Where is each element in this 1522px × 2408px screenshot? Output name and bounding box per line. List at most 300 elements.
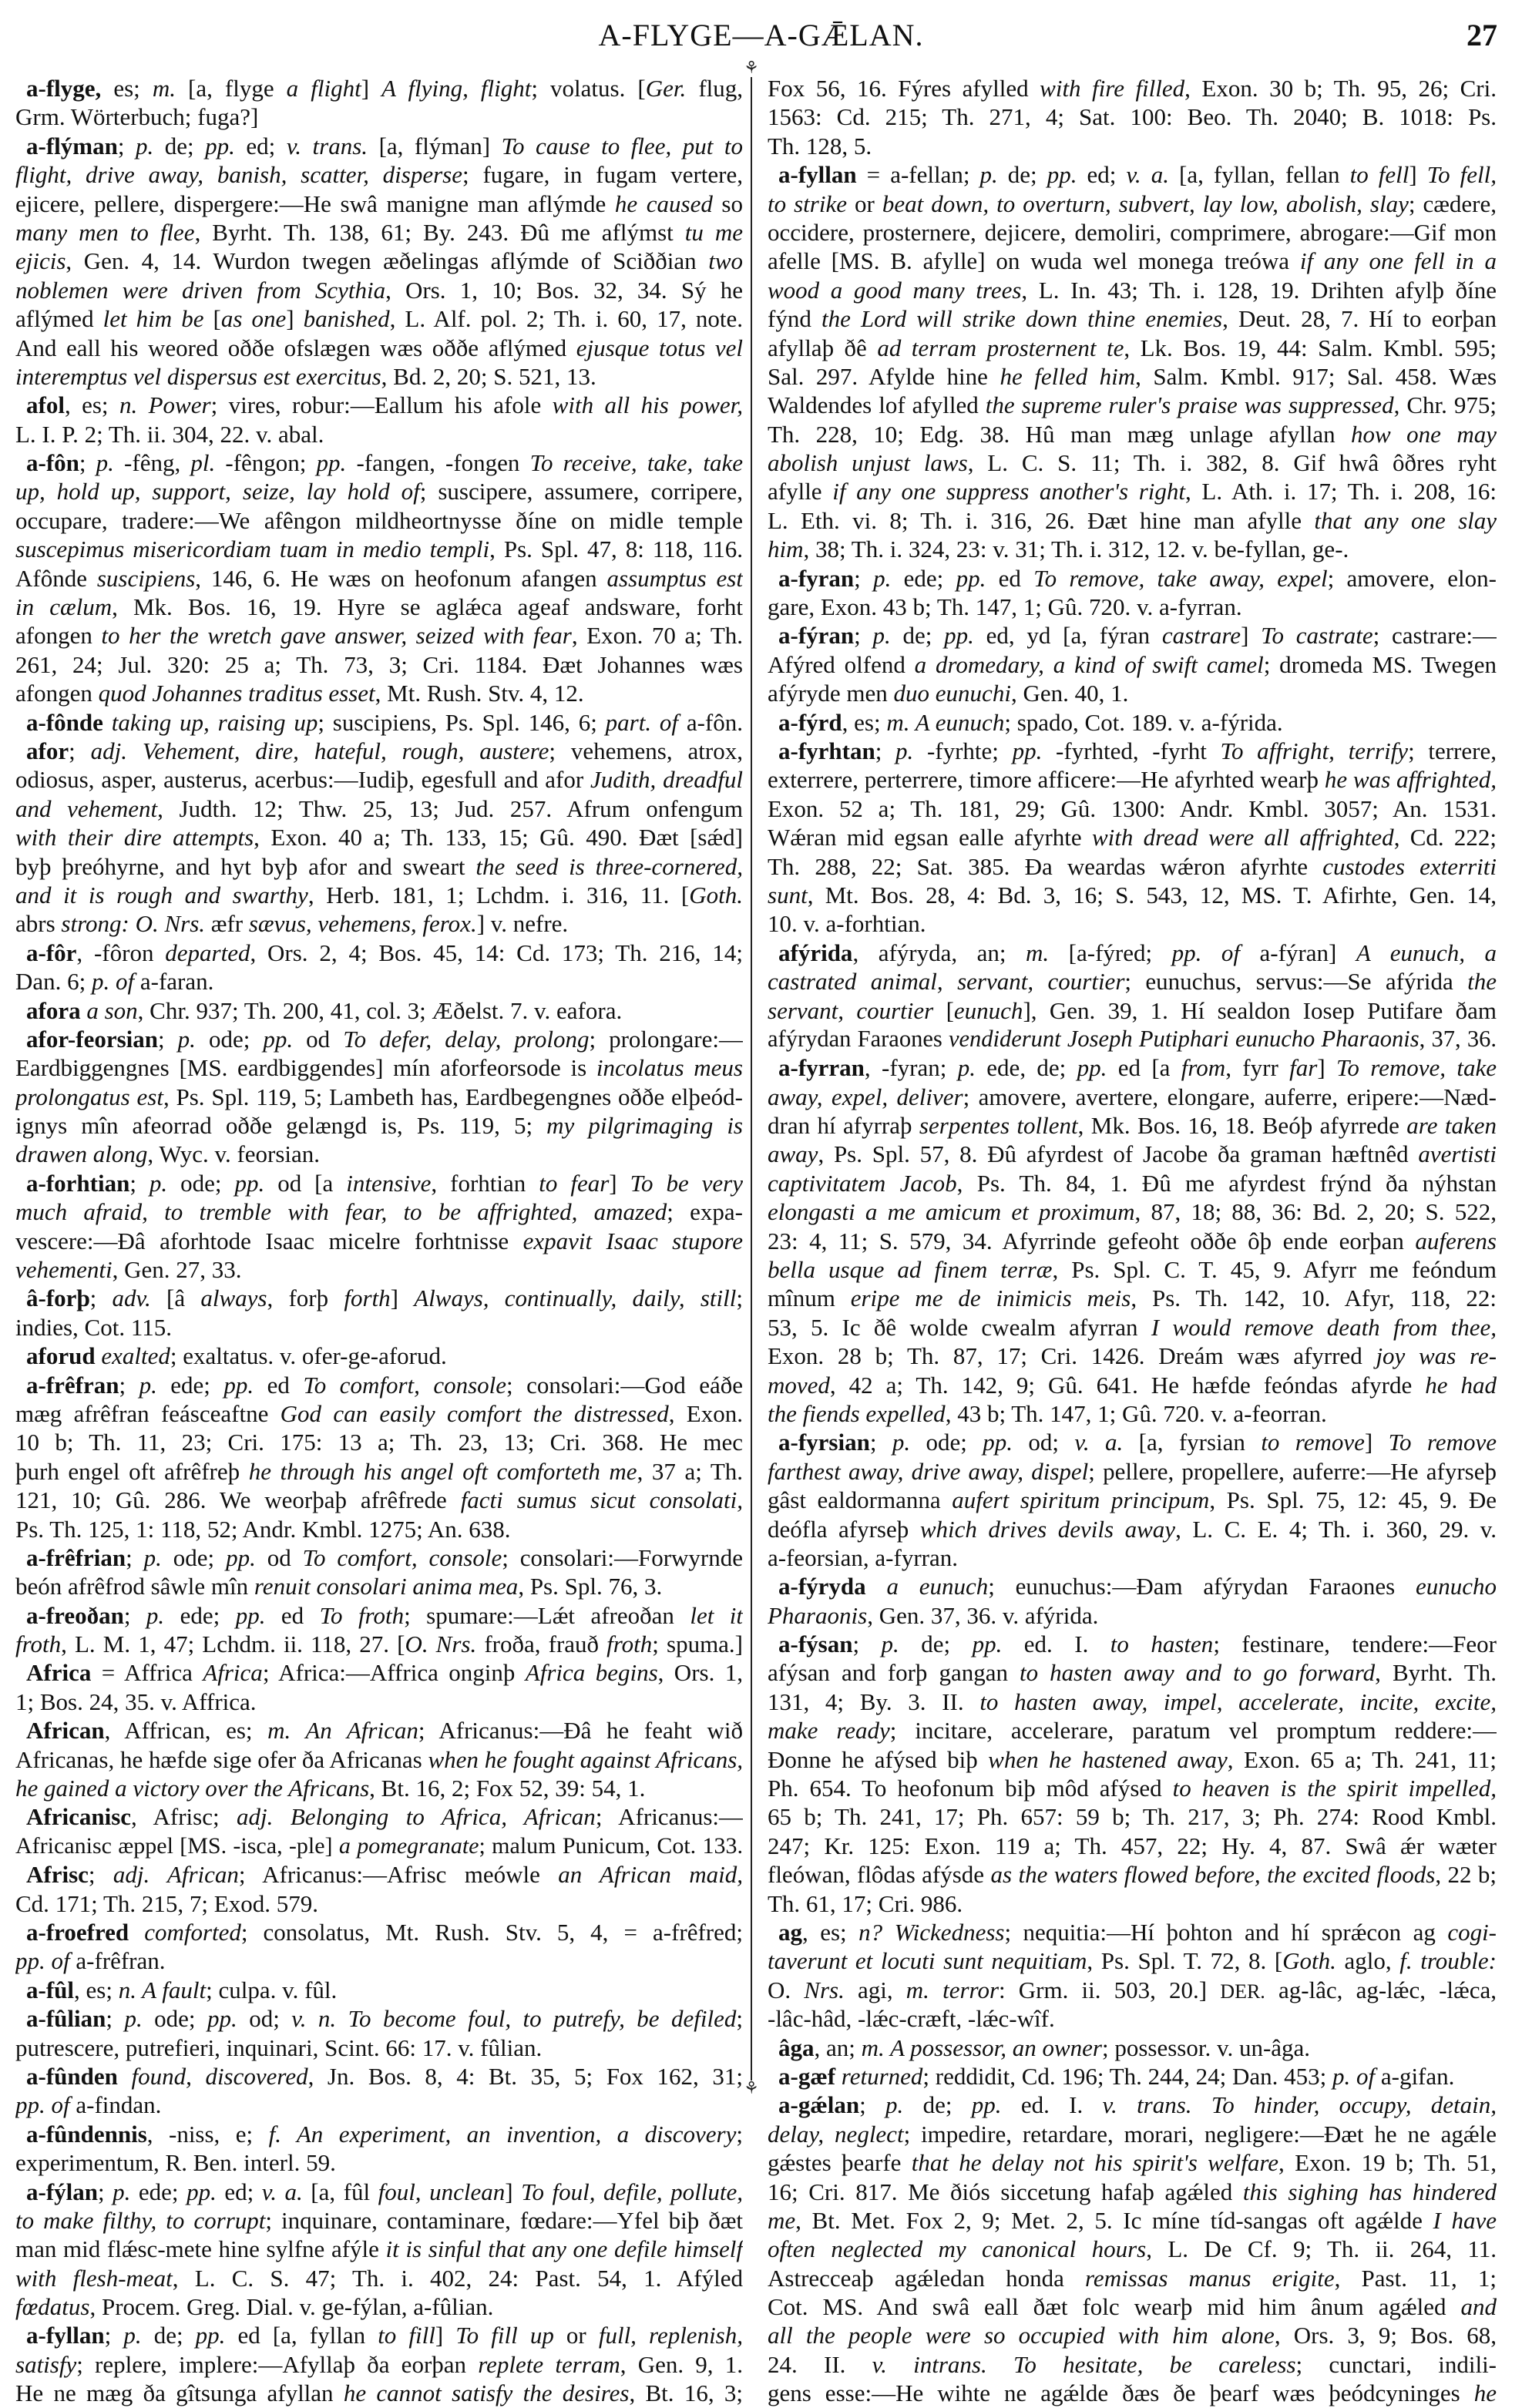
body-text: , es; xyxy=(74,1976,119,2003)
text-line xyxy=(15,852,743,881)
body-text: , 43 b; Th. 147, 1; Gû. 720. v. a-feorran. xyxy=(945,1399,1327,1427)
italic-text: n. Power xyxy=(119,391,211,419)
text-line xyxy=(768,1572,1497,1600)
body-text: , Mt. Bos. 28, 4: Bd. 3, 16; S. 543, 12, MS. T. Afirhte, Gen. 14, xyxy=(807,881,1497,908)
italic-text: pp. xyxy=(1047,161,1077,189)
body-text: ; spado, Cot. 189. v. a-fýrida. xyxy=(1004,708,1283,736)
text-line xyxy=(15,1515,743,1543)
headword: afor-feorsian xyxy=(26,1025,159,1053)
italic-text: pp. xyxy=(205,132,235,160)
headword: African xyxy=(26,1717,105,1745)
italic-text: m. A possessor, an owner xyxy=(861,2034,1102,2061)
body-text xyxy=(118,2063,132,2090)
text-line xyxy=(15,1745,743,1774)
text-line xyxy=(768,852,1497,881)
headword: a-flyge, xyxy=(26,75,114,102)
headword: a-frêfran xyxy=(26,1371,119,1399)
left-column xyxy=(15,74,743,2408)
body-text: gǽstes þearfe xyxy=(768,2149,912,2177)
body-text: fleówan, flôdas afýsde xyxy=(768,1861,991,1889)
italic-text: p. xyxy=(113,2178,131,2205)
body-text: , Salm. Kmbl. 917; Sal. 458. Wæs xyxy=(1135,362,1497,390)
italic-text: froth xyxy=(606,1631,653,1658)
italic-text: make ready xyxy=(768,1717,890,1745)
body-text: , Gen. 40, 1. xyxy=(1010,680,1129,707)
text-line xyxy=(768,247,1497,275)
body-text: ag-lâc, ag-lǽc, -lǽca, xyxy=(1265,1976,1497,2003)
italic-text: pp. of xyxy=(15,1947,70,1975)
italic-text: To castrate xyxy=(1261,622,1373,650)
body-text: Astrecceaþ agǽledan honda xyxy=(768,2264,1086,2292)
text-line xyxy=(768,1255,1497,1284)
italic-text: To be very xyxy=(630,1169,743,1197)
headword: a-fyrsian xyxy=(778,1429,870,1456)
italic-text: facti sumus sicut consolati, xyxy=(460,1486,743,1514)
italic-text: v. n. To become foul, to putrefy, be defiled xyxy=(291,2005,737,2033)
body-text: , es; xyxy=(842,708,887,736)
body-text: , L. M. 1, 47; Lchdm. ii. 118, 27. [ xyxy=(61,1631,405,1658)
body-text: , Byrht. Th. 138, 61; By. 243. Ðû me aflýmst xyxy=(194,218,685,246)
text-line xyxy=(15,247,743,275)
text-line xyxy=(15,765,743,794)
text-line xyxy=(15,2321,743,2349)
body-text: , L. Ath. i. 17; Th. i. 208, 16: xyxy=(1185,478,1497,505)
text-line xyxy=(768,765,1497,794)
text-line xyxy=(15,1255,743,1284)
headword: a-fûl xyxy=(26,1976,74,2003)
body-text: ; amovere, elon- xyxy=(1327,564,1497,592)
italic-text: To receive, take, take xyxy=(529,449,743,477)
italic-text: moved xyxy=(768,1371,830,1399)
italic-text: To comfort, console xyxy=(303,1371,507,1399)
body-text: ; Africa:—Affrica onginþ xyxy=(262,1659,526,1687)
body-text: , 22 b; xyxy=(1435,1861,1497,1889)
text-line xyxy=(768,1399,1497,1428)
text-line xyxy=(768,2350,1497,2379)
text-line xyxy=(768,334,1497,362)
body-text: od xyxy=(255,1543,303,1571)
body-text: ; inquinare, contaminare, fœdare:—Yfel biþ ðæt xyxy=(265,2206,743,2234)
text-line xyxy=(15,1399,743,1428)
text-line xyxy=(768,909,1497,938)
text-line xyxy=(768,679,1497,707)
text-line xyxy=(15,2004,743,2033)
body-text: , Ps. Spl. 119, 5; Lambeth has, Eardbegengnes oððe elþeód- xyxy=(163,1083,743,1110)
body-text: ], Gen. 39, 1. Hí sealdon Iosep Putifare ðam xyxy=(1023,996,1497,1024)
text-line xyxy=(15,1889,743,1918)
italic-text: pp. xyxy=(207,2005,237,2033)
body-text: , Gen. 37, 36. v. afýrida. xyxy=(867,1601,1099,1629)
body-text: afelle [MS. B. afylle] on wuda wel monega treówa xyxy=(768,247,1300,275)
italic-text: farthest away, drive away, dispel xyxy=(768,1457,1089,1485)
body-text: , Bt. 16, 2; Fox 52, 39: 54, 1. xyxy=(369,1775,646,1802)
italic-text: To comfort, console xyxy=(302,1543,502,1571)
italic-text: with fire filled xyxy=(1040,75,1185,102)
body-text: ; vehemens, atrox, xyxy=(549,737,743,764)
italic-text: a eunuch xyxy=(886,1573,989,1600)
italic-text: that any one slay xyxy=(1314,506,1497,534)
body-text: ed xyxy=(265,1601,320,1629)
italic-text: To remove, take away, expel xyxy=(1033,564,1328,592)
italic-text: to heaven is the spirit impelled, xyxy=(1172,1775,1497,1802)
text-line xyxy=(768,1860,1497,1889)
italic-text: custodes exterriti xyxy=(1322,852,1497,880)
body-text xyxy=(866,1573,887,1600)
italic-text: v. trans. To hinder, occupy, detain, xyxy=(1102,2091,1497,2119)
body-text: fýnd xyxy=(768,305,821,333)
text-line xyxy=(15,1976,743,2004)
text-line xyxy=(15,564,743,593)
text-line xyxy=(768,132,1497,160)
italic-text: p. xyxy=(872,622,891,650)
text-line xyxy=(15,939,743,967)
italic-text: Africa xyxy=(203,1659,263,1687)
italic-text: eunuch xyxy=(953,996,1023,1024)
body-text: , Chr. 975; xyxy=(1393,391,1497,419)
body-text: ; xyxy=(117,132,136,160)
body-text: ; xyxy=(123,1601,146,1629)
italic-text: let him be xyxy=(102,305,204,333)
body-text: mînum xyxy=(768,1285,851,1312)
text-line xyxy=(15,2148,743,2177)
italic-text: he was affrighted, xyxy=(1324,766,1497,794)
body-text: 23: 4, 11; S. 579, 34. Afyrrinde gefeoht oððe ôþ ende eorþan xyxy=(768,1227,1416,1254)
body-text: , Mk. Bos. 16, 19. Hyre se aglǽca ageaf andsware, forht xyxy=(112,593,743,621)
body-text: ed. I. xyxy=(1001,2091,1103,2119)
italic-text: part. of xyxy=(605,708,679,736)
body-text: ] xyxy=(286,305,304,333)
body-text: ed xyxy=(986,564,1034,592)
body-text: L. I. P. 2; Th. ii. 304, 22. v. abal. xyxy=(15,420,324,448)
text-line xyxy=(768,190,1497,218)
italic-text: adj. African xyxy=(113,1861,239,1889)
body-text: a-findan. xyxy=(69,2091,162,2119)
italic-text: aufert spiritum principum xyxy=(952,1486,1210,1514)
italic-text: quod Johannes traditus esset xyxy=(98,680,375,707)
body-text: afongen xyxy=(15,680,99,707)
text-line xyxy=(768,1716,1497,1745)
body-text: , Exon. 70 a; Th. xyxy=(571,622,743,650)
text-line xyxy=(15,2235,743,2263)
italic-text: To affright, terrify xyxy=(1220,737,1409,764)
text-line xyxy=(768,2120,1497,2148)
italic-text: To foul, defile, pollute, xyxy=(521,2178,743,2205)
body-text: , Afrisc; xyxy=(131,1803,237,1831)
text-line xyxy=(15,1601,743,1630)
italic-text: Africa begins xyxy=(525,1659,658,1687)
italic-text: f. An experiment, an invention, a discovery xyxy=(268,2120,737,2148)
italic-text: ad terram prosternent te xyxy=(877,334,1124,361)
italic-text: sævus, vehemens, ferox. xyxy=(248,910,477,938)
italic-text: far xyxy=(1289,1054,1318,1082)
text-line xyxy=(768,823,1497,851)
text-line xyxy=(15,1140,743,1168)
body-text: ; Africanus:—Afrisc meówle xyxy=(238,1861,559,1889)
text-line xyxy=(768,1371,1497,1399)
body-text: gare, Exon. 43 b; Th. 147, 1; Gû. 720. v. a-fyrran. xyxy=(768,593,1242,621)
body-text: æfr xyxy=(205,910,249,938)
body-text: , 37, 36. xyxy=(1419,1025,1497,1052)
text-line xyxy=(768,304,1497,333)
text-line xyxy=(768,2321,1497,2349)
body-text: = Affrica xyxy=(91,1659,203,1687)
italic-text: sunt xyxy=(768,881,808,908)
italic-text: O. Nrs. xyxy=(405,1631,477,1658)
text-line xyxy=(15,160,743,189)
headword: a-frêfrian xyxy=(26,1543,126,1571)
italic-text: pp. xyxy=(983,1429,1013,1456)
headword: a-fûlian xyxy=(26,2005,106,2033)
text-line xyxy=(15,794,743,823)
headword: a-fyran xyxy=(778,564,855,592)
text-line xyxy=(768,2062,1497,2091)
body-text: ] xyxy=(609,1169,630,1197)
right-column xyxy=(768,74,1497,2408)
body-text: ] xyxy=(1364,1429,1389,1456)
headword: a-fýrd xyxy=(778,708,842,736)
body-text: Fox 56, 16. Fýres afylled xyxy=(768,75,1040,102)
body-text: 1; Bos. 24, 35. v. Affrica. xyxy=(15,1688,257,1715)
body-text: , 42 a; Th. 142, 9; Gû. 641. He hæfde feóndas afyrde xyxy=(829,1371,1426,1399)
italic-text: God can easily comfort the distressed xyxy=(280,1399,669,1427)
body-text: ] v. nefre. xyxy=(476,910,569,938)
text-line xyxy=(15,650,743,679)
italic-text: adj. Belonging to Africa, African xyxy=(237,1803,596,1831)
ornament-icon: ⚘ xyxy=(744,2079,759,2098)
italic-text: to her the wretch gave answer, seized with fear xyxy=(101,622,572,650)
headword: Africanisc xyxy=(26,1803,132,1831)
body-text: Exon. 28 b; Th. 87, 17; Cri. 1426. Dreám wæs afyrred xyxy=(768,1342,1376,1370)
text-line xyxy=(768,996,1497,1025)
body-text: ; prolongare:— xyxy=(589,1025,743,1053)
body-text: , Exon. xyxy=(668,1399,743,1427)
italic-text: avertisti xyxy=(1418,1140,1497,1168)
body-text: -fyrhte; xyxy=(913,737,1013,764)
text-line xyxy=(768,506,1497,535)
body-text: aglo, xyxy=(1336,1947,1400,1975)
italic-text: how one may xyxy=(1351,420,1497,448)
body-text: , forþ xyxy=(267,1285,344,1312)
headword: a-gǽlan xyxy=(778,2091,860,2119)
body-text: or xyxy=(553,2322,599,2349)
body-text: afongen xyxy=(15,622,102,650)
italic-text: forth xyxy=(344,1285,391,1312)
italic-text: a son xyxy=(86,996,138,1024)
body-text: , Mk. Bos. 16, 18. Beóþ afyrrede xyxy=(1077,1112,1407,1140)
body-text: , Deut. 28, 7. Hí to eorþan xyxy=(1222,305,1497,333)
text-line xyxy=(15,593,743,621)
body-text: , fyrr xyxy=(1225,1054,1290,1082)
italic-text: p. xyxy=(124,2005,143,2033)
italic-text: in cælum xyxy=(15,593,113,621)
body-text: ; xyxy=(126,1543,144,1571)
body-text: , Exon. 19 b; Th. 51, xyxy=(1278,2149,1497,2177)
body-text: , L. C. E. 4; Th. i. 360, 29. v. xyxy=(1175,1515,1497,1543)
body-text: ; reddidit, Cd. 196; Th. 244, 24; Dan. 453; xyxy=(922,2062,1332,2090)
body-text: [ xyxy=(203,305,221,333)
italic-text: the supreme ruler's praise was suppressed xyxy=(985,391,1394,419)
body-text: ; xyxy=(852,1631,882,1658)
text-line xyxy=(15,737,743,765)
body-text: ; terrere, xyxy=(1408,737,1497,764)
body-text: ] xyxy=(361,75,382,102)
body-text: ed; xyxy=(1077,161,1127,189)
text-line xyxy=(15,1227,743,1255)
italic-text: pp. xyxy=(195,2322,226,2349)
body-text: , Judth. 12; Thw. 25, 13; Jud. 257. Afrum onfengum xyxy=(157,794,743,822)
body-text: , Herb. 181, 1; Lchdm. i. 316, 11. [ xyxy=(307,881,690,908)
body-text: ed, yd [a, fýran xyxy=(973,622,1162,650)
body-text: ; xyxy=(104,2322,124,2349)
body-text: , Gen. 4, 14. Wurdon twegen æðelingas aflýmde of Sciððian xyxy=(66,247,709,275)
text-line xyxy=(15,1946,743,1975)
body-text: , Ps. Spl. 47, 8: 118, 116. xyxy=(489,536,743,563)
text-line xyxy=(768,2148,1497,2177)
body-text: -fêngon; xyxy=(215,449,317,477)
italic-text: adj. Vehement, dire, hateful, rough, austere xyxy=(90,737,549,764)
headword: a-fôr xyxy=(26,939,77,966)
body-text: ede; xyxy=(130,2178,187,2205)
body-text: ; eunuchus:—Ðam afýrydan Faraones xyxy=(988,1573,1416,1600)
italic-text: to remove xyxy=(1261,1429,1365,1456)
body-text: Dan. 6; xyxy=(15,968,92,996)
italic-text: p. xyxy=(957,1054,976,1082)
text-line xyxy=(768,1486,1497,1514)
body-text: þurh engel oft afrêfreþ xyxy=(15,1457,249,1485)
text-line xyxy=(768,1832,1497,1860)
headword: Africa xyxy=(26,1659,92,1687)
body-text: ode; xyxy=(142,2005,207,2033)
text-line xyxy=(15,506,743,535)
text-line xyxy=(15,1802,743,1831)
italic-text: with their dire attempts xyxy=(15,824,254,851)
italic-text: returned xyxy=(841,2062,923,2090)
body-text: a-faran. xyxy=(134,968,214,996)
body-text: ; consolari:—Forwyrnde xyxy=(502,1543,743,1571)
italic-text: n? Wickedness xyxy=(858,1919,1005,1946)
body-text: ] xyxy=(390,1285,415,1312)
text-line xyxy=(768,1774,1497,1802)
body-text: 131, 4; By. 3. II. xyxy=(768,1688,980,1715)
body-text: , Ors. 1, xyxy=(657,1659,743,1687)
italic-text: departed xyxy=(165,939,250,966)
body-text: , Bd. 2, 20; S. 521, 13. xyxy=(381,362,596,390)
text-line xyxy=(768,1543,1497,1572)
body-text: ; nequitia:—Hí þohton and hí sprǽcon ag xyxy=(1004,1919,1448,1946)
italic-text: from xyxy=(1181,1054,1226,1082)
italic-text: with flesh-meat xyxy=(15,2264,173,2292)
body-text: , Ors. 1, 10; Bos. 32, 34. Sý he xyxy=(385,276,743,304)
body-text: ; cunctari, indili- xyxy=(1295,2350,1497,2378)
body-text: , Ps. Th. 142, 10. Afyr, 118, 22: xyxy=(1131,1285,1497,1312)
body-text: 10 b; Th. 11, 23; Cri. 175: 13 a; Th. 23, 13; Cri. 368. He mec xyxy=(15,1429,743,1456)
headword: a-fýryda xyxy=(778,1573,866,1600)
body-text: ; xyxy=(69,737,91,764)
italic-text: p. xyxy=(96,449,114,477)
headword: a-fyrran xyxy=(778,1054,865,1082)
text-line xyxy=(15,477,743,505)
body-text: ode; xyxy=(910,1429,983,1456)
body-text: , Ps. Th. 84, 1. Ðû me afyrdest frýnd ða nýhstan xyxy=(956,1169,1497,1197)
italic-text: To remove xyxy=(1388,1429,1497,1456)
text-line xyxy=(15,2091,743,2119)
text-line xyxy=(768,391,1497,419)
body-text: ] xyxy=(1409,161,1427,189)
body-text: ; festinare, tendere:—Feor xyxy=(1213,1631,1497,1658)
text-line xyxy=(768,650,1497,679)
text-line xyxy=(15,2178,743,2206)
body-text: Th. 228, 10; Edg. 38. Hû man mæg unlage afyllan xyxy=(768,420,1352,448)
italic-text: pp. xyxy=(972,1631,1003,1658)
body-text: , Procem. Greg. Dial. v. ge-fýlan, a-fûlian. xyxy=(89,2293,494,2321)
italic-text: replete terram xyxy=(478,2350,620,2378)
body-text: gens esse:—He wihte ne agǽlde ðæs ðe þearf wæs þeódcyninges xyxy=(768,2379,1474,2407)
text-line xyxy=(768,564,1497,593)
body-text: , -fôron xyxy=(76,939,166,966)
italic-text: m. An African xyxy=(267,1717,418,1745)
text-line xyxy=(768,2292,1497,2321)
text-line xyxy=(15,967,743,996)
body-text: , Ps. Spl. T. 72, 8. [ xyxy=(1087,1947,1283,1975)
text-line xyxy=(768,2034,1497,2062)
body-text: : Grm. ii. 503, 20.] xyxy=(999,1976,1221,2003)
body-text: ede; xyxy=(164,1601,236,1629)
text-line xyxy=(15,2062,743,2091)
body-text: ; Africanus:—Ðâ he feaht wið xyxy=(418,1717,743,1745)
text-line xyxy=(768,1140,1497,1168)
body-text: ; expa- xyxy=(667,1198,743,1226)
body-text: ; castrare:— xyxy=(1372,622,1497,650)
body-text: , Bt. 16, 3; xyxy=(629,2379,743,2407)
body-text: ; xyxy=(854,622,873,650)
text-line xyxy=(15,1860,743,1889)
body-text: afyllaþ ðê xyxy=(768,334,878,361)
body-text: , afýryda, an; xyxy=(852,939,1026,966)
body-text: -fyrhted, -fyrht xyxy=(1042,737,1221,764)
body-text: afýsan and forþ gangan xyxy=(768,1659,1020,1687)
italic-text: Ger. xyxy=(645,75,687,102)
italic-text: v. a. xyxy=(261,2178,303,2205)
italic-text: expavit Isaac stupore xyxy=(522,1227,743,1254)
body-text: [a, flýman] xyxy=(368,132,502,160)
body-text: froða, frauð xyxy=(476,1631,607,1658)
text-line xyxy=(15,1832,743,1860)
body-text: ; xyxy=(854,564,874,592)
text-line xyxy=(15,1284,743,1312)
body-text: , L. In. 43; Th. i. 128, 19. Drihten afylþ ðíne xyxy=(1021,276,1497,304)
italic-text: exalted xyxy=(101,1342,170,1370)
body-text: de; xyxy=(153,132,206,160)
italic-text: To froth xyxy=(319,1601,405,1629)
italic-text: ejicis xyxy=(15,247,66,275)
body-text: ; amovere, avertere, elongare, auferre, eripere:—Næd- xyxy=(963,1083,1497,1110)
italic-text: pp. xyxy=(234,1169,265,1197)
italic-text: suscipiens xyxy=(96,564,196,592)
body-text: , -niss, e; xyxy=(146,2120,269,2148)
text-line xyxy=(15,102,743,131)
italic-text: Goth. xyxy=(1282,1947,1336,1975)
headword: afora xyxy=(26,996,81,1024)
text-line xyxy=(15,2120,743,2148)
body-text: , 146, 6. He wæs on heofonum afangen xyxy=(195,564,607,592)
body-text: od xyxy=(293,1025,344,1053)
body-text: Th. 61, 17; Cri. 986. xyxy=(768,1889,963,1917)
body-text: de; xyxy=(141,2322,196,2349)
body-text: ; xyxy=(869,1429,892,1456)
body-text: Exon. 52 a; Th. 181, 29; Gû. 1300: Andr. Kmbl. 3057; An. 1531. xyxy=(768,794,1497,822)
italic-text: and it is rough and swarthy xyxy=(15,881,308,908)
text-line xyxy=(768,102,1497,131)
